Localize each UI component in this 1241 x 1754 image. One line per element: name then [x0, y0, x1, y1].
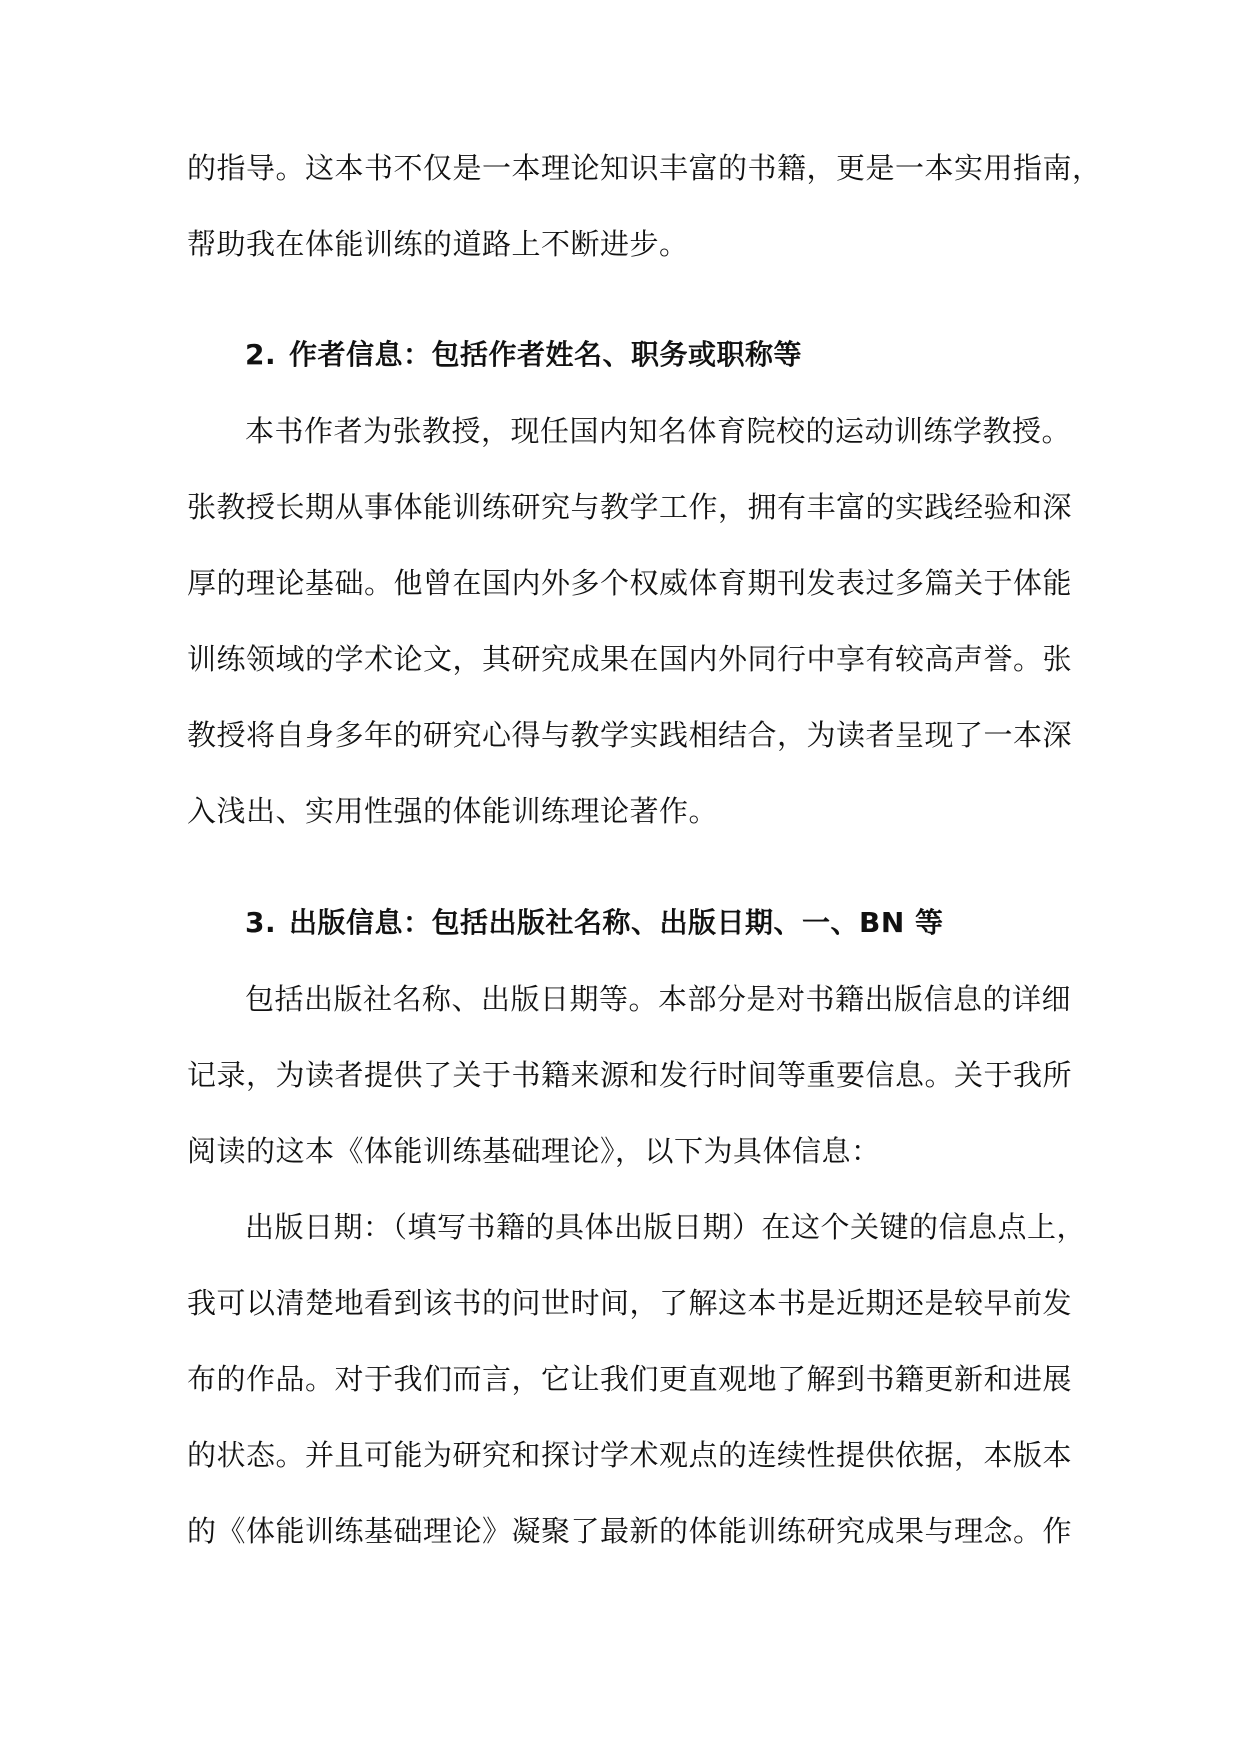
section-number: 3. — [245, 906, 277, 939]
paragraph-line: 我可以清楚地看到该书的问世时间，了解这本书是近期还是较早前发 — [187, 1286, 1073, 1320]
paragraph-line: 阅读的这本《体能训练基础理论》，以下为具体信息： — [187, 1134, 881, 1168]
paragraph-line: 训练领域的学术论文，其研究成果在国内外同行中享有较高声誉。张 — [187, 642, 1073, 676]
section-heading-3 — [245, 905, 1075, 941]
paragraph-line: 本书作者为张教授，现任国内知名体育院校的运动训练学教授。 — [245, 414, 1072, 448]
paragraph-line: 布的作品。对于我们而言，它让我们更直观地了解到书籍更新和进展 — [187, 1362, 1073, 1396]
paragraph-line: 出版日期：（填写书籍的具体出版日期）在这个关键的信息点上， — [245, 1210, 1087, 1244]
section-title: 作者信息：包括作者姓名、职务或职称等 — [289, 338, 803, 371]
paragraph-line: 厚的理论基础。他曾在国内外多个权威体育期刊发表过多篇关于体能 — [187, 566, 1073, 600]
paragraph-line: 张教授长期从事体能训练研究与教学工作，拥有丰富的实践经验和深 — [187, 490, 1073, 524]
paragraph-line: 记录，为读者提供了关于书籍来源和发行时间等重要信息。关于我所 — [187, 1058, 1073, 1092]
paragraph-line: 帮助我在体能训练的道路上不断进步。 — [187, 227, 689, 261]
paragraph-line: 教授将自身多年的研究心得与教学实践相结合，为读者呈现了一本深 — [187, 718, 1073, 752]
paragraph-line: 包括出版社名称、出版日期等。本部分是对书籍出版信息的详细 — [245, 982, 1072, 1016]
paragraph-line: 的《体能训练基础理论》凝聚了最新的体能训练研究成果与理念。作 — [187, 1514, 1073, 1548]
section-title: 出版信息：包括出版社名称、出版日期、一、BN 等 — [289, 906, 944, 939]
paragraph-line: 的指导。这本书不仅是一本理论知识丰富的书籍，更是一本实用指南， — [187, 151, 1102, 185]
section-heading-2 — [245, 337, 1075, 373]
paragraph-line: 的状态。并且可能为研究和探讨学术观点的连续性提供依据，本版本 — [187, 1438, 1073, 1472]
section-number: 2. — [245, 338, 277, 371]
paragraph-line: 入浅出、实用性强的体能训练理论著作。 — [187, 794, 719, 828]
